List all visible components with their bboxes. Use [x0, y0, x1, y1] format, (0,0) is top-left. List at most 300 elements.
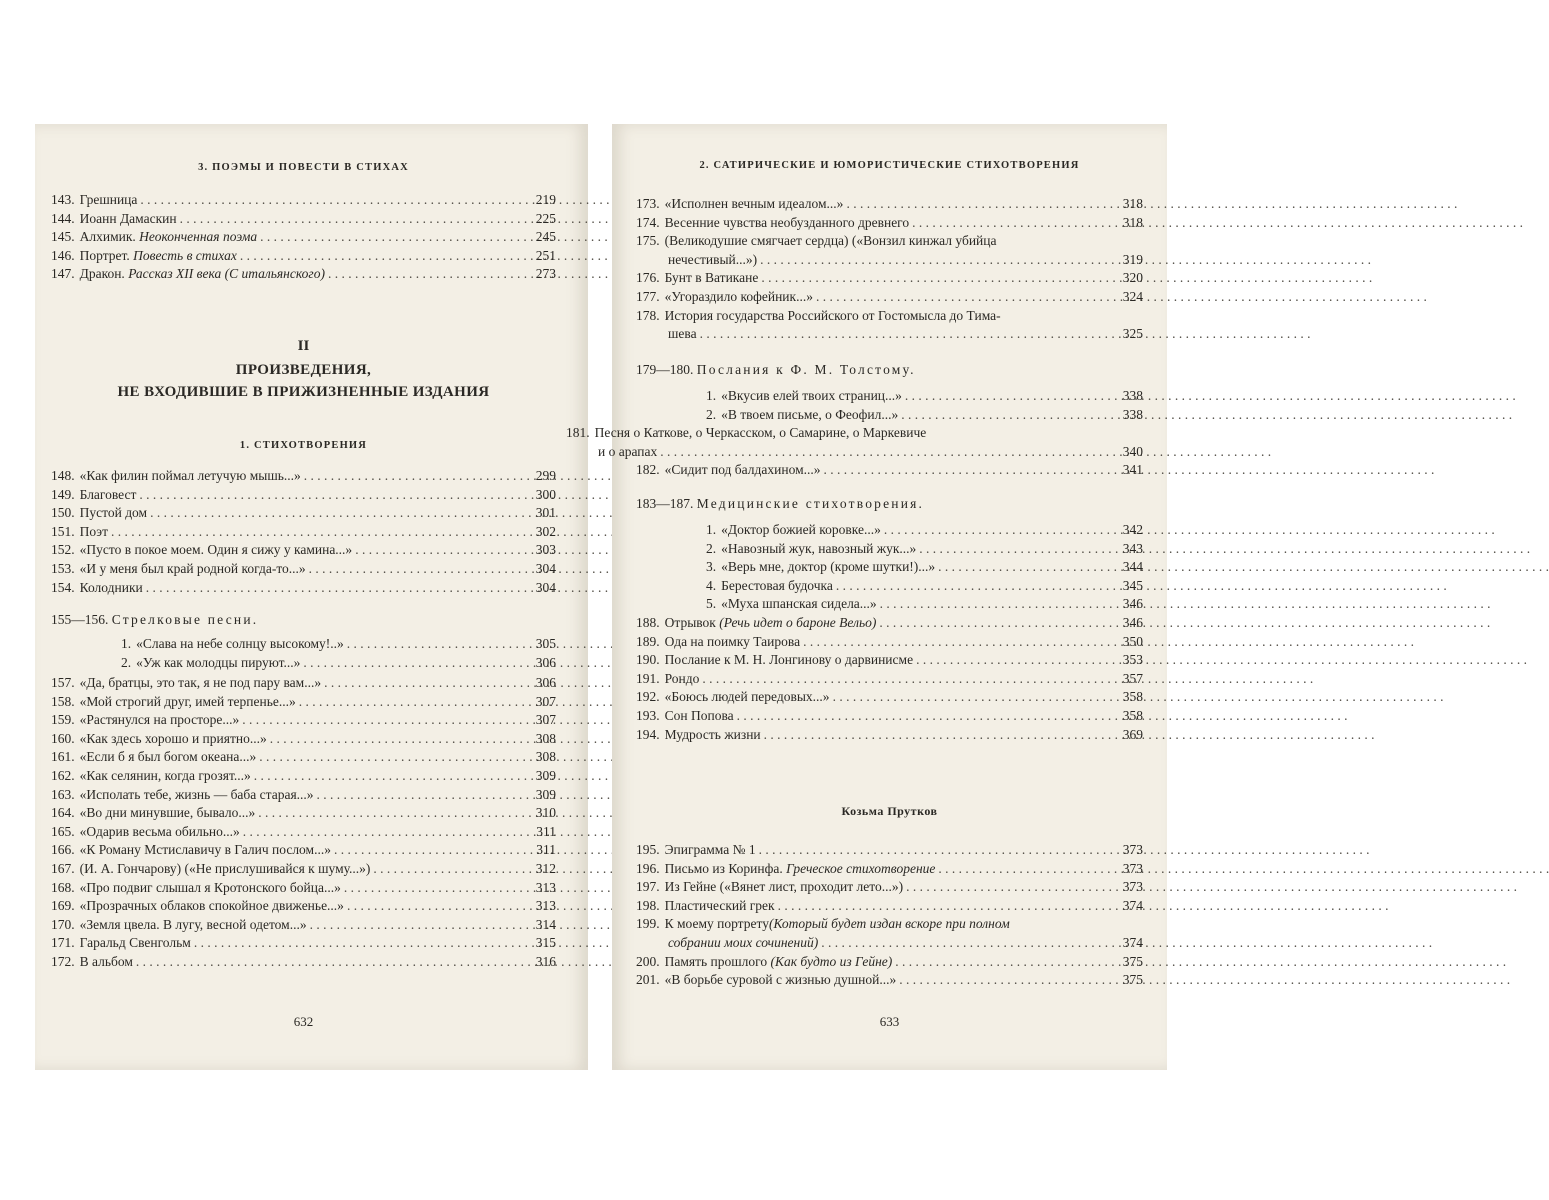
entry-page: 305 — [535, 636, 556, 651]
section-1-title: 1. СТИХОТВОРЕНИЯ — [239, 440, 368, 451]
toc-entry — [51, 731, 556, 750]
toc-entry-continuation — [566, 444, 1143, 463]
entry-title: «Угораздило кофейник...» — [664, 288, 813, 304]
dot-leader — [373, 861, 532, 877]
entry-page: 310 — [535, 805, 556, 821]
dot-leader — [833, 689, 1120, 705]
entry-page: 344 — [1122, 559, 1143, 575]
entry-number: 172. — [51, 953, 75, 969]
entry-page: 340 — [1122, 443, 1143, 459]
toc-entry — [636, 689, 1143, 708]
entry-title: «Одарив весьма обильно...» — [79, 823, 240, 839]
entry-page: 245 — [535, 229, 556, 245]
toc-subentry — [636, 541, 1143, 560]
toc-entry — [51, 229, 556, 248]
entry-page: 303 — [535, 542, 556, 558]
entry-title: Грешница — [79, 192, 138, 207]
entry-title: «Сидит под балдахином...» — [664, 462, 821, 478]
entry-title: шева — [668, 326, 697, 342]
toc-entry — [636, 634, 1143, 653]
dot-leader — [140, 192, 532, 208]
entry-number: 154. — [51, 579, 75, 595]
dot-leader — [180, 211, 533, 227]
entry-title: Пустой дом — [79, 505, 148, 521]
entry-page: 301 — [535, 505, 556, 521]
dot-leader — [737, 708, 1120, 724]
entry-page: 316 — [535, 953, 556, 969]
entry-number: 2. — [121, 654, 132, 670]
dot-leader — [761, 270, 1119, 286]
entry-title: «Земля цвела. В лугу, весной одетом...» — [79, 916, 307, 932]
entry-number: 149. — [51, 486, 75, 502]
entry-title: «Вкусив елей твоих страниц...» — [721, 388, 902, 403]
entry-number: 178. — [636, 307, 660, 323]
entry-title: «Как селянин, когда грозят...» — [79, 767, 251, 783]
dot-leader — [660, 444, 1120, 460]
entry-number: 1. — [706, 388, 717, 403]
entry-number: 4. — [706, 577, 717, 593]
entry-title: «Уж как молодцы пируют...» — [136, 654, 301, 670]
toc-entry — [51, 211, 556, 230]
toc-entry — [51, 192, 556, 211]
section-2-list-a — [636, 196, 1143, 345]
entry-title: Гаральд Свенгольм — [79, 935, 191, 951]
dot-leader — [309, 561, 533, 577]
toc-entry — [51, 712, 556, 731]
dot-leader — [901, 407, 1119, 423]
dot-leader — [702, 671, 1119, 687]
group-heading: 179—180. Послания к Ф. М. Толстому. — [636, 362, 916, 377]
toc-entry — [51, 935, 556, 954]
toc-subentry — [636, 578, 1143, 597]
dot-leader — [821, 935, 1120, 951]
entry-page: 306 — [535, 675, 556, 690]
entry-title: (И. А. Гончарову) («Не прислушивайся к шуму...») — [79, 860, 371, 876]
entry-page: 373 — [1122, 860, 1143, 876]
toc-subentry — [636, 388, 1143, 407]
entry-page: 314 — [535, 916, 556, 932]
entry-number: 201. — [636, 972, 660, 988]
entry-title: Послание к М. Н. Лонгинову о дарвинисме — [664, 652, 914, 668]
dot-leader — [879, 615, 1119, 631]
dot-leader — [136, 954, 533, 970]
left-page — [35, 124, 588, 1070]
entry-page: 346 — [1122, 615, 1143, 630]
dot-leader — [260, 229, 533, 245]
dot-leader — [816, 289, 1120, 305]
dot-leader — [270, 731, 533, 747]
dot-leader — [347, 898, 533, 914]
toc-entry — [636, 898, 1143, 917]
entry-number: 191. — [636, 670, 660, 686]
dot-leader — [895, 954, 1120, 970]
entry-title: Весенние чувства необузданного древнего — [664, 214, 910, 230]
toc-entry — [636, 879, 1143, 898]
toc-subentry — [636, 407, 1143, 426]
dot-leader — [824, 462, 1120, 478]
entry-page: 374 — [1122, 934, 1143, 950]
entry-page: 350 — [1122, 633, 1143, 649]
entry-title: «Растянулся на просторе...» — [79, 712, 240, 728]
entry-number: 164. — [51, 805, 75, 821]
entry-page: 219 — [535, 192, 556, 207]
entry-page: 302 — [535, 523, 556, 539]
entry-page: 358 — [1122, 689, 1143, 705]
group-sublist — [636, 522, 1143, 615]
entry-number: 198. — [636, 897, 660, 913]
dot-leader — [880, 596, 1120, 612]
entry-title: «Мой строгий друг, имей терпенье...» — [79, 693, 296, 709]
entry-title: Сон Попова — [664, 707, 734, 723]
entry-page: 342 — [1122, 522, 1143, 537]
entry-page: 299 — [535, 468, 556, 483]
entry-title: Поэт — [79, 523, 108, 539]
entry-page: 374 — [1122, 897, 1143, 913]
entry-page: 358 — [1122, 707, 1143, 723]
toc-entry — [51, 768, 556, 787]
toc-entry — [636, 708, 1143, 727]
entry-number: 157. — [51, 675, 75, 690]
dot-leader — [355, 542, 533, 558]
entry-number: 193. — [636, 707, 660, 723]
entry-page: 315 — [535, 935, 556, 951]
entry-title: Из Гейне («Вянет лист, проходит лето...») — [664, 879, 904, 895]
toc-entry — [51, 468, 556, 487]
entry-number: 173. — [636, 196, 660, 211]
entry-number: 181. — [566, 425, 590, 441]
group-sublist — [51, 636, 556, 673]
entry-number: 192. — [636, 689, 660, 705]
toc-subentry — [51, 655, 556, 674]
entry-number: 158. — [51, 693, 75, 709]
entry-number: 171. — [51, 935, 75, 951]
entry-title: Мудрость жизни — [664, 726, 761, 742]
toc-entry — [636, 615, 1143, 634]
entry-title: Письмо из Коринфа. Греческое стихотворение — [664, 860, 936, 876]
entry-title: «Прозрачных облаков спокойное движенье...» — [79, 898, 344, 914]
entry-number: 160. — [51, 730, 75, 746]
entry-number: 168. — [51, 879, 75, 895]
entry-title: «К Роману Мстиславичу в Галич послом...» — [79, 842, 331, 858]
dot-leader — [899, 972, 1120, 988]
toc-entry — [636, 215, 1143, 234]
entry-page: 309 — [535, 767, 556, 783]
part-title-line-1: ПРОИЗВЕДЕНИЯ, — [235, 362, 372, 378]
entry-number: 159. — [51, 712, 75, 728]
entry-number: 176. — [636, 270, 660, 286]
entry-page: 273 — [535, 266, 556, 282]
entry-page: 373 — [1122, 842, 1143, 857]
toc-entry — [51, 487, 556, 506]
dot-leader — [938, 861, 1119, 877]
dot-leader — [259, 749, 532, 765]
dot-leader — [836, 578, 1120, 594]
dot-leader — [778, 898, 1120, 914]
entry-number: 148. — [51, 468, 75, 483]
toc-entry — [636, 727, 1143, 746]
dot-leader — [905, 388, 1120, 404]
toc-subentry — [636, 596, 1143, 615]
entry-number: 194. — [636, 726, 660, 742]
entry-number: 153. — [51, 560, 75, 576]
toc-entry — [51, 561, 556, 580]
entry-title: Эпиграмма № 1 — [664, 842, 756, 857]
part-roman-numeral: II — [297, 338, 310, 354]
dot-leader — [194, 935, 533, 951]
toc-entry — [636, 972, 1143, 991]
dot-leader — [328, 266, 533, 282]
dot-leader — [846, 196, 1119, 212]
toc-entry — [51, 954, 556, 973]
entry-number: 196. — [636, 860, 660, 876]
entry-title: «Про подвиг слышал я Кротонского бойца...» — [79, 879, 341, 895]
group-sublist — [566, 388, 1143, 481]
dot-leader — [764, 727, 1120, 743]
part-title-line-2: НЕ ВХОДИВШИЕ В ПРИЖИЗНЕННЫЕ ИЗДАНИЯ — [117, 384, 490, 400]
entry-title: «Верь мне, доктор (кроме шутки!)...» — [721, 559, 936, 575]
entry-page: 307 — [535, 693, 556, 709]
entry-number: 151. — [51, 523, 75, 539]
dot-leader — [310, 917, 533, 933]
entry-page: 308 — [535, 749, 556, 765]
entry-page: 338 — [1122, 388, 1143, 403]
entry-page: 308 — [535, 730, 556, 746]
entry-page: 341 — [1122, 462, 1143, 478]
right-page — [566, 124, 1167, 1070]
dot-leader — [912, 215, 1120, 231]
dot-leader — [760, 252, 1120, 268]
entry-number: 145. — [51, 229, 75, 245]
entry-number: 200. — [636, 953, 660, 969]
dot-leader — [919, 541, 1120, 557]
entry-title: «Пусто в покое моем. Один я сижу у камина...» — [79, 542, 353, 558]
entry-title: «Доктор божией коровке...» — [721, 522, 881, 537]
entry-page: 325 — [1122, 326, 1143, 342]
entry-page: 346 — [1122, 596, 1143, 612]
toc-entry-multiline: 181. Песня о Каткове, о Черкасском, о Самарине, о Маркевиче — [566, 425, 927, 441]
entry-number: 175. — [636, 233, 660, 249]
entry-page: 320 — [1122, 270, 1143, 286]
entry-title: «Как здесь хорошо и приятно...» — [79, 730, 267, 746]
toc-entry — [636, 842, 1143, 861]
dot-leader — [759, 842, 1120, 858]
toc-entry-continuation — [636, 252, 1143, 271]
entry-number: 199. — [636, 916, 660, 932]
entry-page: 369 — [1122, 726, 1143, 742]
toc-entry — [636, 462, 1143, 481]
section-3-list — [51, 192, 556, 285]
toc-entry-multiline: 199. К моему портрету (Который будет издан вскоре при полном — [636, 916, 1010, 932]
entry-title: Алхимик. Неоконченная поэма — [79, 229, 258, 245]
entry-number: 174. — [636, 214, 660, 230]
entry-number: 1. — [706, 522, 717, 537]
entry-page: 312 — [535, 860, 556, 876]
entry-page: 324 — [1122, 288, 1143, 304]
entry-number: 143. — [51, 192, 75, 207]
toc-entry — [51, 266, 556, 285]
author-heading: Козьма Прутков — [841, 804, 938, 818]
entry-page: 357 — [1122, 670, 1143, 686]
entry-page: 304 — [535, 579, 556, 595]
entry-title: нечестивый...») — [668, 251, 758, 267]
entry-number: 197. — [636, 879, 660, 895]
toc-entry — [51, 505, 556, 524]
toc-entry — [636, 652, 1143, 671]
entry-number: 169. — [51, 898, 75, 914]
entry-title: В альбом — [79, 953, 133, 969]
toc-entry — [51, 824, 556, 843]
entry-title: «В твоем письме, о Феофил...» — [721, 406, 899, 422]
dot-leader — [243, 824, 534, 840]
entry-page: 375 — [1122, 972, 1143, 988]
entry-page: 353 — [1122, 652, 1143, 668]
toc-entry — [51, 694, 556, 713]
toc-entry — [636, 270, 1143, 289]
dot-leader — [884, 522, 1120, 538]
entry-page: 300 — [535, 486, 556, 502]
entry-title: «Исполнен вечным идеалом...» — [664, 196, 844, 211]
dot-leader — [344, 880, 533, 896]
dot-leader — [803, 634, 1120, 650]
entry-number: 152. — [51, 542, 75, 558]
toc-entry — [51, 805, 556, 824]
toc-entry — [51, 675, 556, 694]
toc-subentry — [51, 636, 556, 655]
entry-number: 167. — [51, 860, 75, 876]
entry-title: «Если б я был богом океана...» — [79, 749, 257, 765]
dot-leader — [139, 487, 532, 503]
entry-page: 373 — [1122, 879, 1143, 895]
page-number: 632 — [293, 1014, 314, 1029]
dot-leader — [938, 559, 1120, 575]
toc-entry — [51, 861, 556, 880]
entry-page: 313 — [535, 898, 556, 914]
entry-number: 182. — [636, 462, 660, 478]
dot-leader — [304, 468, 533, 484]
entry-title: «Боюсь людей передовых...» — [664, 689, 830, 705]
entry-page: 375 — [1122, 953, 1143, 969]
toc-entry — [51, 787, 556, 806]
entry-number: 190. — [636, 652, 660, 668]
entry-number: 150. — [51, 505, 75, 521]
entry-title: «Навозный жук, навозный жук...» — [721, 540, 917, 556]
toc-entry — [51, 248, 556, 267]
entry-page: 319 — [1122, 251, 1143, 267]
entry-title: «Как филин поймал летучую мышь...» — [79, 468, 301, 483]
entry-number: 147. — [51, 266, 75, 282]
dot-leader — [303, 655, 532, 671]
toc-entry — [51, 749, 556, 768]
entry-title: Благовест — [79, 486, 137, 502]
entry-number: 3. — [706, 559, 717, 575]
entry-title: «Слава на небе солнцу высокому!..» — [136, 636, 344, 651]
entry-page: 311 — [536, 842, 556, 858]
entry-number: 161. — [51, 749, 75, 765]
entry-title: «В борьбе суровой с жизнью душной...» — [664, 972, 897, 988]
entry-title: «И у меня был край родной когда-то...» — [79, 560, 306, 576]
entry-title: и о арапах — [598, 443, 658, 459]
dot-leader — [347, 636, 533, 652]
dot-leader — [242, 712, 533, 728]
entry-number: 146. — [51, 247, 75, 263]
entry-page: 306 — [535, 654, 556, 670]
entry-number: 163. — [51, 786, 75, 802]
section-1-list-b — [51, 675, 556, 973]
entry-number: 144. — [51, 210, 75, 226]
section-2-list-c — [636, 615, 1143, 745]
entry-title: «Да, братцы, это так, я не под пару вам...» — [79, 675, 322, 690]
toc-entry-continuation — [636, 326, 1143, 345]
toc-entry — [51, 542, 556, 561]
section-1-list-a — [51, 468, 556, 598]
toc-subentry — [636, 522, 1143, 541]
entry-title: Ода на поимку Таирова — [664, 633, 801, 649]
entry-number: 170. — [51, 916, 75, 932]
dot-leader — [111, 524, 533, 540]
entry-number: 2. — [706, 406, 717, 422]
entry-title: Дракон. Рассказ XII века (С итальянского) — [79, 266, 325, 282]
toc-entry-multiline: 175. (Великодушие смягчает сердца) («Вонзил кинжал убийца — [636, 233, 997, 249]
entry-title: «Во дни минувшие, бывало...» — [79, 805, 256, 821]
entry-page: 313 — [535, 879, 556, 895]
dot-leader — [146, 580, 533, 596]
toc-entry — [51, 917, 556, 936]
entry-title: «Муха шпанская сидела...» — [721, 596, 877, 612]
entry-title: Пластический грек — [664, 897, 775, 913]
dot-leader — [258, 805, 532, 821]
entry-page: 338 — [1122, 406, 1143, 422]
group-heading: 183—187. Медицинские стихотворения. — [636, 496, 925, 511]
prutkov-list — [636, 842, 1143, 991]
entry-page: 307 — [535, 712, 556, 728]
entry-title: Берестовая будочка — [721, 577, 833, 593]
toc-entry — [51, 842, 556, 861]
toc-entry-continuation — [636, 935, 1143, 954]
entry-number: 189. — [636, 633, 660, 649]
toc-entry — [636, 289, 1143, 308]
entry-page: 318 — [1122, 196, 1143, 211]
entry-page: 304 — [535, 560, 556, 576]
entry-number: 166. — [51, 842, 75, 858]
entry-number: 165. — [51, 823, 75, 839]
entry-page: 311 — [536, 823, 556, 839]
entry-number: 195. — [636, 842, 660, 857]
entry-number: 2. — [706, 540, 717, 556]
entry-title: Бунт в Ватикане — [664, 270, 759, 286]
entry-page: 343 — [1122, 540, 1143, 556]
toc-entry — [51, 898, 556, 917]
entry-number: 177. — [636, 288, 660, 304]
toc-entry — [636, 954, 1143, 973]
entry-page: 345 — [1122, 577, 1143, 593]
dot-leader — [317, 787, 533, 803]
entry-title: Колодники — [79, 579, 143, 595]
entry-number: 188. — [636, 615, 660, 630]
entry-page: 251 — [535, 247, 556, 263]
toc-entry — [636, 671, 1143, 690]
entry-page: 309 — [535, 786, 556, 802]
entry-title: «Исполать тебе, жизнь — баба старая...» — [79, 786, 314, 802]
toc-entry — [636, 861, 1143, 880]
entry-number: 1. — [121, 636, 132, 651]
toc-entry — [51, 524, 556, 543]
toc-entry — [636, 196, 1143, 215]
toc-entry — [51, 880, 556, 899]
entry-number: 162. — [51, 767, 75, 783]
toc-subentry — [636, 559, 1143, 578]
entry-title: собрании моих сочинений) — [668, 934, 819, 950]
entry-title: Иоанн Дамаскин — [79, 210, 177, 226]
